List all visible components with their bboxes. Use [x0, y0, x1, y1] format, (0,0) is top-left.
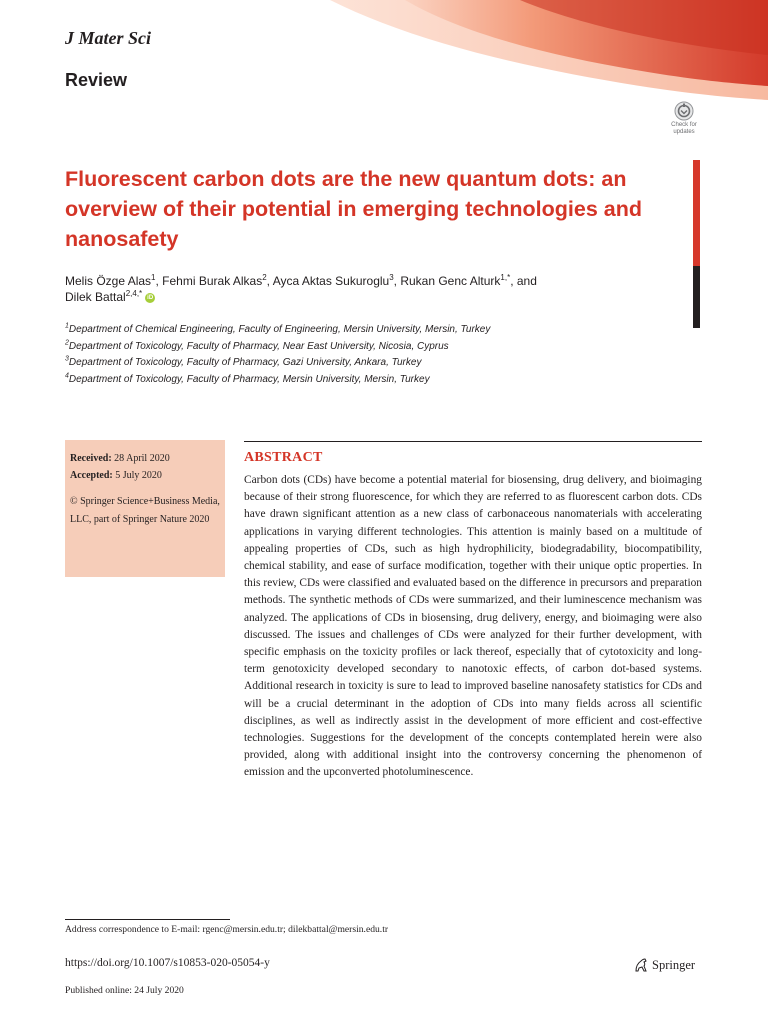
author-affil-sup: 1 — [151, 273, 156, 282]
badge-text-line1: Check for — [671, 122, 697, 128]
received-date: 28 April 2020 — [114, 453, 170, 464]
publisher-name: Springer — [652, 957, 696, 972]
footnote-divider — [65, 919, 230, 920]
badge-text-line2: updates — [673, 129, 695, 135]
author-name[interactable]: Rukan Genc Alturk — [400, 274, 501, 288]
check-for-updates-badge[interactable] — [664, 101, 704, 139]
affiliation-text: Department of Toxicology, Faculty of Pharmacy, Mersin University, Mersin, Turkey — [68, 373, 430, 385]
author-affil-sup: 2,4,* — [125, 289, 143, 298]
correspondence-footnote[interactable]: Address correspondence to E-mail: rgenc@mersin.edu.tr; dilekbattal@mersin.edu.tr — [65, 924, 389, 935]
received-label: Received: — [70, 453, 112, 464]
author-affil-sup: 3 — [389, 273, 394, 282]
abstract-heading: ABSTRACT — [244, 450, 323, 465]
abstract-divider — [244, 441, 702, 442]
affiliation-text: Department of Toxicology, Faculty of Pharmacy, Gazi University, Ankara, Turkey — [68, 357, 422, 368]
springer-logo — [633, 956, 695, 974]
accepted-label: Accepted: — [70, 470, 113, 481]
journal-name: J Mater Sci — [65, 28, 152, 48]
accepted-date: 5 July 2020 — [115, 470, 162, 481]
author-name[interactable]: Fehmi Burak Alkas — [162, 274, 263, 288]
received-line — [70, 450, 220, 467]
author-list: Melis Özge Alas$^1$, Fehmi Burak Alkas$^2$, Ayca Aktas Sukuroglu$^3$, Rukan Genc Alturk$^{1,*}$, and Dilek Battal$^{2,4,*}$ iD — [65, 273, 537, 304]
affiliation-text: Department of Chemical Engineering, Faculty of Engineering, Mersin University, Mersin, Turkey — [68, 324, 491, 335]
affiliation-item — [65, 355, 665, 372]
doi-link[interactable]: https://doi.org/10.1007/s10853-020-05054-y — [65, 957, 270, 969]
published-online-date: Published online: 24 July 2020 — [65, 985, 184, 996]
affiliation-sup: 3 — [65, 355, 69, 363]
affiliation-sup: 1 — [65, 322, 69, 330]
article-type-label: Review — [65, 70, 128, 90]
side-accent-bar-red — [693, 160, 700, 266]
affiliation-sup: 2 — [65, 339, 69, 347]
author-affil-sup: 1,* — [500, 273, 511, 282]
article-history-box — [65, 440, 225, 577]
springer-horse-icon — [633, 957, 649, 973]
side-accent-bar-black — [693, 266, 700, 328]
abstract-text: Carbon dots (CDs) have become a potential material for biosensing, drug delivery, and bioimaging because of their strong fluorescence, for which they are referred to as fluorescent carbon dots. CDs have drawn significant attention as a new class of carbonaceous nanomaterials with accelerating applications in varying different technologies. This attention is mainly based on a multitude of appealing properties of CDs, such as high hydrophilicity, biodegradability, biocompatibility, chemical stability, and ease of surface modification, together with their unique optic properties. In this review, CDs were classified and evaluated based on the difference in precursors and preparation methods. The synthetic methods of CDs were summarized, and their luminescence mechanism was analyzed. The applications of CDs in biosensing, drug delivery, energy, and bioimaging were also discussed. The issues and challenges of CDs were analyzed for their further development, with specific emphasis on the toxicity profiles or lack thereof, especially that of cytotoxicity and long-term genotoxicity developed secondary to nanotoxic effects, of carbon dot-based systems. Additional research in toxicity is sure to lead to improved baseline nanosafety statistics for CDs and will be a crucial determinant in the adoption of CDs into many fields across all scientific disciplines, as well as indirectly assist in the development of more efficient and cost-effective technologies. Suggestions for the development of the concepts contemplated herein were also provided, along with additional insight into the controversy concerning the phenomenon of emission and the upconverted photoluminescence. — [244, 474, 702, 779]
orcid-icon[interactable]: iD — [147, 294, 154, 301]
author-name[interactable]: Melis Özge Alas — [65, 274, 152, 288]
affiliation-sup: 4 — [65, 372, 69, 380]
author-affil-sup: 2 — [262, 273, 267, 282]
affiliation-item — [65, 339, 665, 356]
affiliation-list — [65, 322, 665, 388]
accepted-line — [70, 467, 220, 484]
check-for-updates-icon — [674, 101, 694, 121]
authors-connector: and — [516, 274, 537, 288]
affiliation-item — [65, 322, 665, 339]
affiliation-item — [65, 372, 665, 389]
copyright-notice: © Springer Science+Business Media, LLC, part of Springer Nature 2020 — [70, 496, 220, 525]
affiliation-text: Department of Toxicology, Faculty of Pharmacy, Near East University, Nicosia, Cyprus — [68, 340, 449, 352]
author-name[interactable]: Dilek Battal — [65, 290, 126, 304]
article-title: Fluorescent carbon dots are the new quantum dots: an overview of their potential in emerging technologies and nanosafety — [65, 167, 643, 251]
author-name[interactable]: Ayca Aktas Sukuroglu — [272, 274, 390, 288]
